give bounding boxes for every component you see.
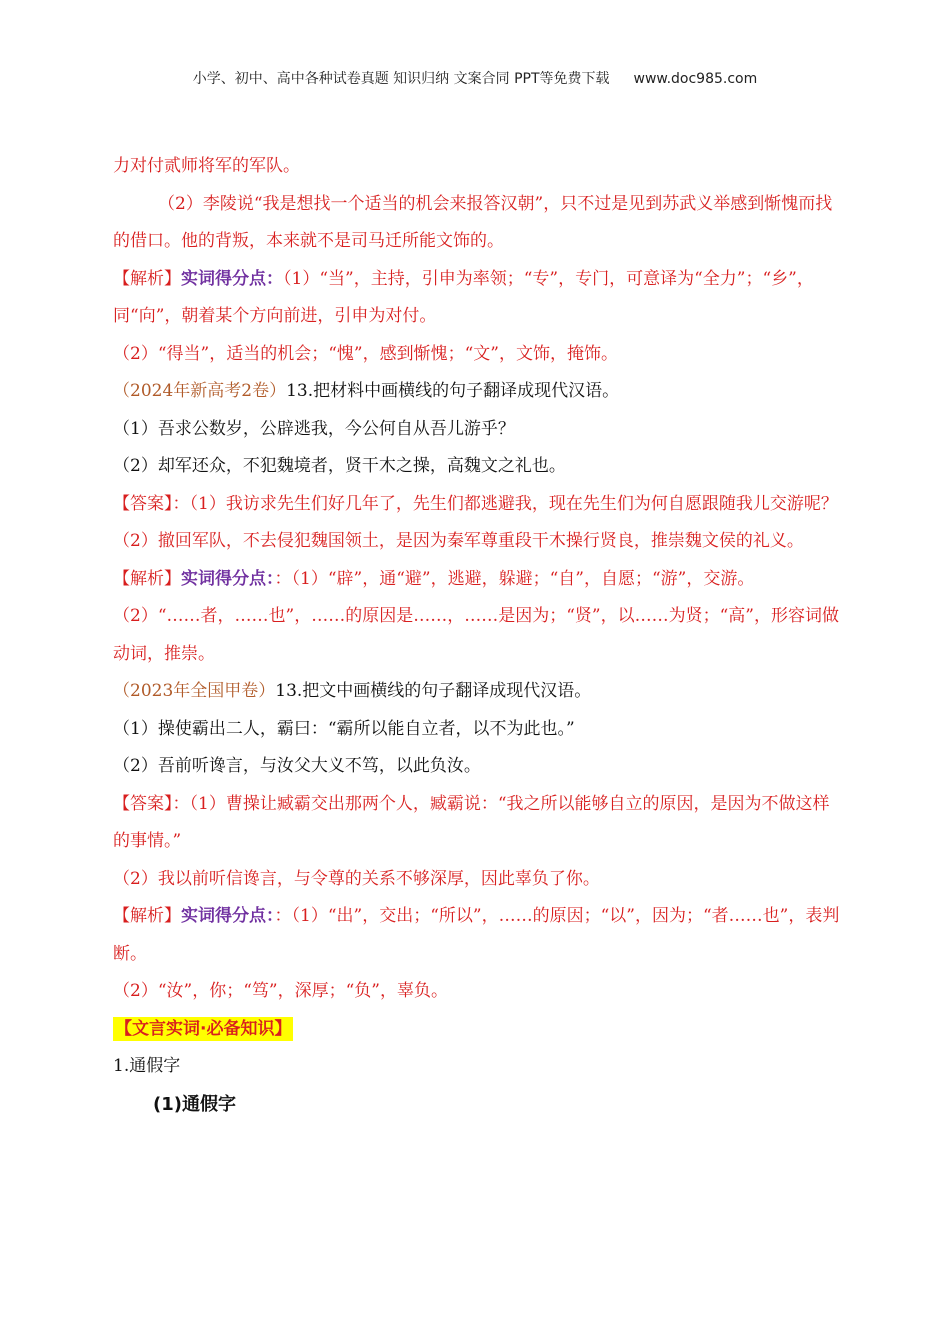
question-source: （2024年新高考2卷） (113, 381, 287, 401)
question-item-1: （1）吾求公数岁，公辟逃我，今公何自从吾儿游乎？ (113, 418, 515, 439)
analysis-text: （1）“当”，主持，引申为率领；“专”，专门，可意译为“全力”；“乡”，同“向”，朝着某个方向前进，引申为对付。 (113, 268, 814, 326)
question-text: 13.把材料中画横线的句子翻译成现代汉语。 (286, 381, 620, 401)
answer-1 (113, 486, 843, 524)
section-heading (113, 1011, 843, 1049)
analysis-tag: 【解析】 (113, 268, 181, 289)
answer-text: （1）我访求先生们好几年了，先生们都逃避我，现在先生们为何自愿跟随我儿交游呢？ (189, 493, 838, 514)
question-item-1: （1）操使霸出二人，霸曰：“霸所以能自立者，以不为此也。” (113, 718, 575, 739)
analysis-1 (113, 261, 843, 336)
analysis-tag: 【解析】 (113, 906, 181, 926)
question-source: （2023年全国甲卷） (113, 681, 276, 701)
document-body (113, 148, 843, 1123)
question-text: 13.把文中画横线的句子翻译成现代汉语。 (275, 681, 592, 701)
analysis-tag: 【解析】 (113, 568, 181, 589)
analysis-2: （2）“得当”，适当的机会；“愧”，感到惭愧；“文”，文饰，掩饰。 (113, 343, 618, 364)
page-header (0, 68, 950, 88)
analysis-text: ：（1）“出”，交出；“所以”，……的原因；“以”，因为；“者……也”，表判断。 (113, 906, 840, 964)
answer-tag: 【答案】： (113, 793, 190, 814)
analysis-label: 实词得分点： (181, 568, 275, 589)
analysis-1 (113, 561, 843, 599)
analysis-label: 实词得分点： (181, 906, 275, 926)
analysis-label: 实词得分点： (181, 268, 283, 289)
answer-2: （2）撤回军队，不去侵犯魏国领土，是因为秦军尊重段干木操行贤良，推崇魏文侯的礼义。 (113, 531, 804, 551)
analysis-text: ：（1）“辟”，通“避”，逃避，躲避；“自”，自愿；“游”，交游。 (274, 568, 755, 589)
section-title: 【文言实词·必备知识】 (115, 1018, 292, 1039)
analysis-2: （2）“……者，……也”，……的原因是……，……是因为；“贤”，以……为贤；“高”，形容词做动词，推崇。 (113, 606, 839, 664)
section-subheading: (1)通假字 (153, 1093, 236, 1115)
question-item-2: （2）却军还众，不犯魏境者，贤干木之操，高魏文之礼也。 (113, 456, 566, 476)
answer-2: （2）李陵说“我是想找一个适当的机会来报答汉朝”，只不过是见到苏武义举感到惭愧而找的借口。他的背叛，本来就不是司马迁所能文饰的。 (113, 193, 833, 251)
header-text: 小学、初中、高中各种试卷真题 知识归纳 文案合同 PPT等免费下载 (192, 71, 610, 87)
analysis-1 (113, 898, 843, 973)
answer-1 (113, 786, 843, 861)
section-item-1: 1.通假字 (113, 1056, 181, 1076)
answer-continuation: 力对付贰师将军的军队。 (113, 156, 300, 176)
analysis-2: （2）“汝”，你；“笃”，深厚；“负”，辜负。 (113, 981, 448, 1001)
header-site: www.doc985.com (633, 71, 758, 87)
answer-2: （2）我以前听信谗言，与令尊的关系不够深厚，因此辜负了你。 (113, 868, 600, 889)
question-2024 (113, 373, 843, 411)
answer-text: （1）曹操让臧霸交出那两个人，臧霸说：“我之所以能够自立的原因，是因为不做这样的事情。” (113, 793, 830, 851)
question-2023 (113, 673, 843, 711)
question-item-2: （2）吾前听谗言，与汝父大义不笃，以此负汝。 (113, 756, 481, 776)
answer-tag: 【答案】： (113, 493, 190, 514)
